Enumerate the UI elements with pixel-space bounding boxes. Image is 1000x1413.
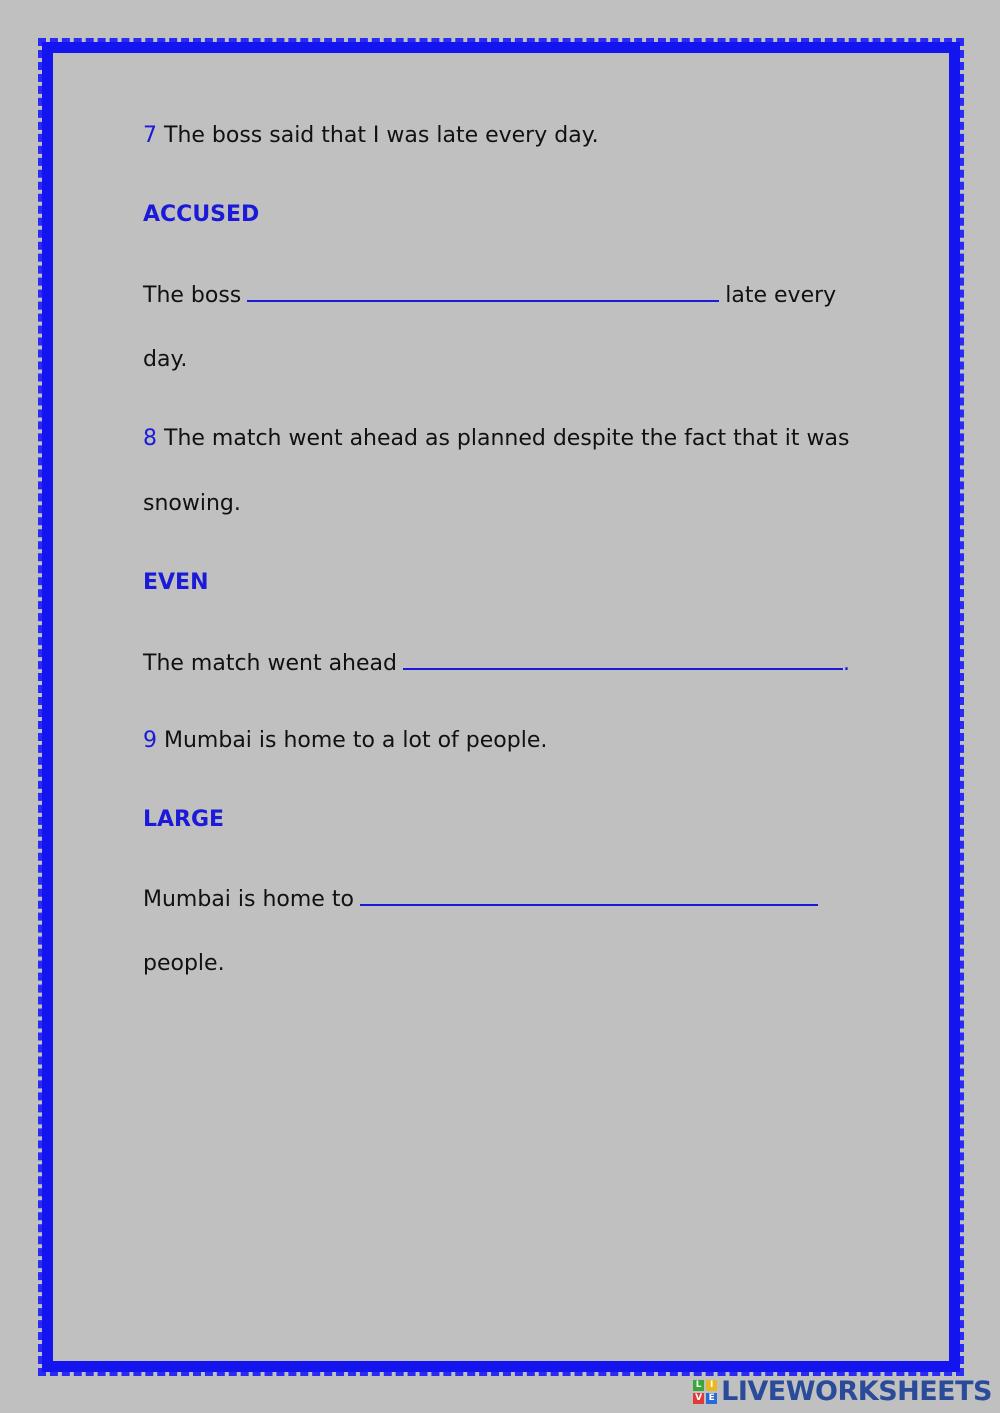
- logo-text: LIVEWORKSHEETS: [721, 1376, 992, 1407]
- q9-prompt: Mumbai is home to a lot of people.: [164, 728, 548, 753]
- q9-number: 9: [143, 728, 157, 753]
- q9-answer-start: Mumbai is home to: [143, 887, 354, 912]
- q8-answer-end: .: [842, 651, 850, 676]
- q8-keyword: EVEN: [143, 570, 209, 595]
- q7-answer-wrap: day.: [143, 347, 188, 372]
- q7-answer-blank[interactable]: [247, 280, 719, 302]
- q9-answer-wrap: people.: [143, 951, 225, 976]
- logo-grid-icon: L I V E: [693, 1380, 717, 1404]
- q7-prompt-line: [143, 122, 599, 150]
- q8-answer-blank[interactable]: [403, 648, 843, 670]
- q7-keyword: ACCUSED: [143, 202, 260, 227]
- q9-answer-blank[interactable]: [360, 884, 818, 906]
- q8-prompt: The match went ahead as planned despite the fact that it was: [164, 426, 850, 451]
- q7-number: 7: [143, 123, 157, 148]
- q8-number: 8: [143, 426, 157, 451]
- q8-answer-line: [143, 648, 850, 678]
- q7-answer-start: The boss: [143, 283, 242, 308]
- q8-prompt-wrap: snowing.: [143, 491, 241, 516]
- worksheet-frame: [42, 42, 960, 1372]
- q8-prompt-line: [143, 425, 849, 453]
- q7-answer-line: [143, 280, 836, 310]
- q9-keyword: LARGE: [143, 807, 225, 832]
- liveworksheets-logo: [693, 1376, 992, 1407]
- q7-prompt: The boss said that I was late every day.: [164, 123, 599, 148]
- q7-answer-end: late every: [725, 283, 837, 308]
- q9-prompt-line: [143, 727, 547, 755]
- q8-answer-start: The match went ahead: [143, 651, 397, 676]
- q9-answer-line: [143, 884, 824, 914]
